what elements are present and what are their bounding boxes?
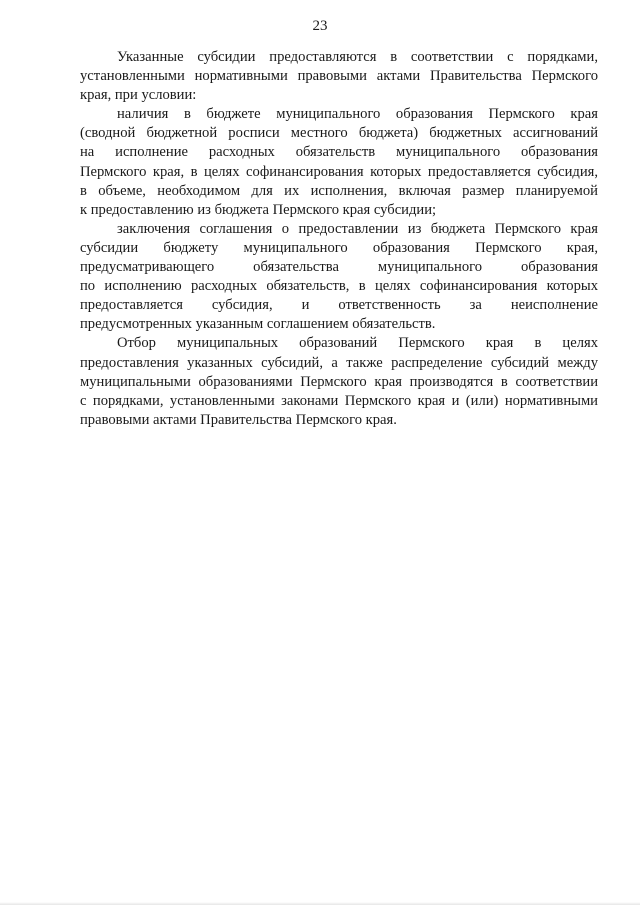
text-line: края, при условии: [80, 87, 197, 104]
text-line: наличия в бюджете муниципального образования Пермского края [117, 106, 598, 123]
page-number: 23 [312, 18, 328, 34]
text-line: заключения соглашения о предоставлении из бюджета Пермского края [117, 220, 598, 237]
text-line: (сводной бюджетной росписи местного бюджета) бюджетных ассигнований [80, 125, 598, 142]
text-line: предусматривающего обязательства муниципального образования [80, 259, 598, 276]
text-line: предоставления указанных субсидий, а также распределение субсидий между [80, 354, 598, 371]
text-line: субсидии бюджету муниципального образования Пермского края, [80, 239, 598, 256]
paragraph-agreement [80, 220, 598, 335]
text-line: правовыми актами Правительства Пермского края. [80, 411, 397, 428]
paragraph-selection [80, 334, 598, 429]
document-body [80, 48, 598, 430]
text-line: по исполнению расходных обязательств, в целях софинансирования которых [80, 278, 598, 295]
text-line: Указанные субсидии предоставляются в соответствии с порядками, [117, 49, 598, 65]
text-line: установленными нормативными правовыми актами Правительства Пермского [80, 68, 598, 85]
text-line: в объеме, необходимом для их исполнения, включая размер планируемой [80, 182, 598, 199]
text-line: предоставляется субсидия, и ответственность за неисполнение [80, 297, 598, 314]
paragraph-conditions-intro [80, 48, 598, 105]
text-line: с порядками, установленными законами Пермского края и (или) нормативными [80, 392, 598, 409]
text-line: предусмотренных указанным соглашением обязательств. [80, 316, 436, 333]
text-line: Отбор муниципальных образований Пермского края в целях [117, 335, 598, 352]
text-line: Пермского края, в целях софинансирования которых предоставляется субсидия, [80, 163, 598, 180]
text-line: муниципальными образованиями Пермского края производятся в соответствии [80, 373, 598, 390]
text-line: к предоставлению из бюджета Пермского края субсидии; [80, 201, 437, 218]
paragraph-budget-allocation [80, 105, 598, 220]
text-line: на исполнение расходных обязательств муниципального образования [80, 144, 598, 161]
